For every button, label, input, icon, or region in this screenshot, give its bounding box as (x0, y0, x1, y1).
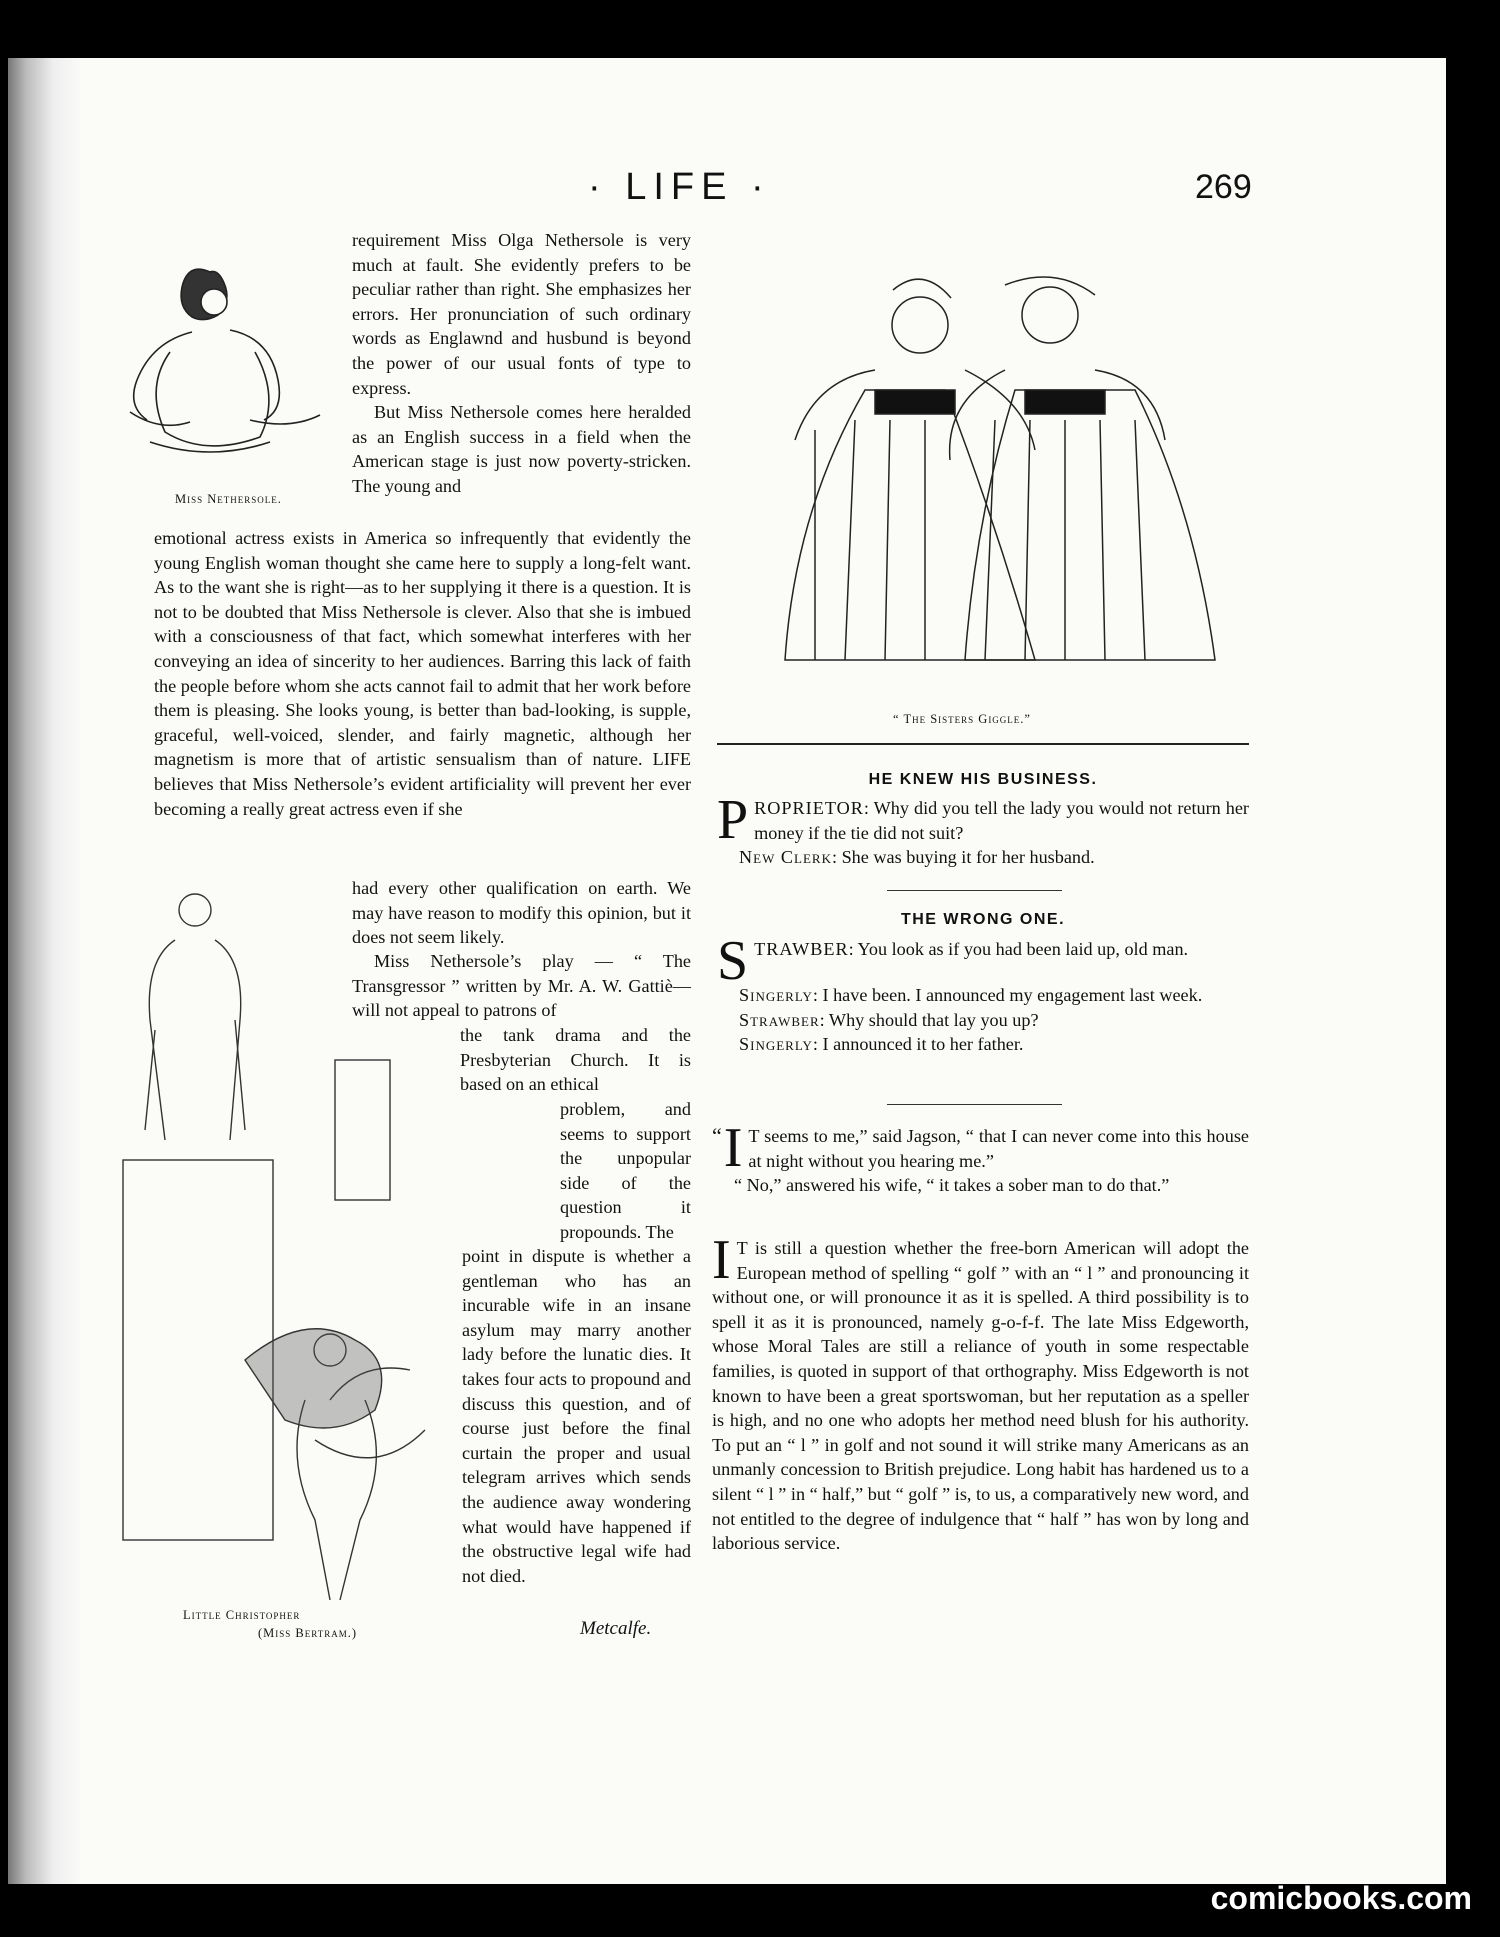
joke2-heading: THE WRONG ONE. (900, 911, 1066, 928)
golf-paragraph (712, 1229, 1249, 1556)
joke2-speaker4: Singerly (739, 1034, 813, 1055)
review-paragraph-1: requirement Miss Olga Nethersole is very much at fault. She evidently prefers to be peculiar rather than right. She emphasizes her errors. Her pronunciation of such ordinary words as Englawnd and husbund is beyond the power of our usual fonts of type to express. (352, 230, 691, 398)
christopher-caption-line1: Little Christopher (183, 1608, 301, 1622)
joke2-line2: : I have been. I announced my engagement last week. (812, 985, 1203, 1005)
joke1-dropcap: P (717, 789, 749, 851)
joke2-speaker1: TRAWBER (754, 939, 849, 959)
joke2-line4: : I announced it to her father. (812, 1034, 1024, 1055)
review-paragraph-3d: point in dispute is whether a gentleman who has an incurable wife in an insane asylum may marry another lady before the lunatic dies. It takes four acts to propound and discuss this question, and of course just before the final curtain the proper and usual telegram arrives which sends the audience away wondering what would have happened if the obstructive legal wife had not died. (462, 1246, 691, 1586)
christopher-caption-line2: (Miss Bertram.) (258, 1626, 357, 1640)
review-paragraph-3a: Miss Nethersole’s play — “ The Transgressor ” written by Mr. A. W. Gattiè—will not appeal to patrons of (352, 951, 691, 1021)
nethersole-caption: Miss Nethersole. (175, 492, 282, 506)
review-intro-block (352, 228, 691, 499)
nethersole-illustration (110, 232, 335, 482)
joke3-reply: “ No,” answered his wife, “ it takes a sober man to do that.” (734, 1175, 1170, 1196)
joke1-body (717, 789, 1249, 870)
page-number: 269 (1195, 168, 1252, 206)
little-christopher-illustration (115, 880, 455, 1605)
joke3-open-quote: “ (712, 1123, 722, 1148)
joke1-speaker1: ROPRIETOR (754, 798, 864, 818)
joke3-text: T seems to me,” said Jagson, “ that I can never come into this house at night without you hearing me.” (748, 1126, 1249, 1171)
joke3-body (712, 1117, 1249, 1198)
joke2-body (717, 930, 1249, 1057)
section-divider (717, 743, 1249, 745)
review-signature: Metcalfe. (580, 1618, 652, 1639)
review-paragraph-2-body: emotional actress exists in America so infrequently that evidently the young English woman thought she came here to supply a long-felt want. As to the want she is right—as to her supplying it there is a question. It is not to be doubted that Miss Nethersole is clever. Also that she is imbued with a consciousness of that fact, which somewhat interferes with her conveying an idea of sincerity to her audiences. Barring this lack of faith the people before whom she acts cannot fail to admit that her work before them is pleasing. She looks young, is better than bad-looking, is supple, graceful, well-voiced, slender, and fairly magnetic, although her magnetism is more that of artistic sensualism than of nature. LIFE believes that Miss Nethersole’s evident artificiality will prevent her ever becoming a really great actress even if she (154, 528, 691, 819)
joke2-speaker2: Singerly (739, 985, 813, 1005)
golf-dropcap: I (712, 1229, 731, 1291)
joke1-heading: HE KNEW HIS BUSINESS. (868, 771, 1098, 788)
joke2-line3: : Why should that lay you up? (819, 1009, 1039, 1030)
golf-text: T is still a question whether the free-born American will adopt the European method of spelling “ golf ” with an “ l ” and pronouncing it without one, or will pronounce it as it is spelled. A third possibility is to spell it as it is pronounced, namely g-o-f-f. The late Miss Edgeworth, whose Moral Tales are still a reliance of youth in some respectable families, is quoted in support of that orthography. Miss Edgeworth is not known to have been a great sportswoman, but her reputation as a speller is high, and no one who adopts her method need blush for his authority. To put an “ l ” in golf and not sound it will strike many Americans as an unmanly concession to British prejudice. Long habit has hardened us to a silent “ l ” in “ half,” but “ golf ” is, to us, a comparatively new word, and not entitled to the degree of indulgence that “ half ” has won by long and laborious service. (712, 1238, 1249, 1554)
running-title: · LIFE · (588, 166, 771, 208)
sisters-giggle-illustration (725, 230, 1230, 695)
site-watermark: comicbooks.com (1210, 1880, 1472, 1916)
joke1-speaker2: New Clerk (739, 847, 832, 868)
joke2-line1: : You look as if you had been laid up, old man. (848, 939, 1189, 959)
short-divider (887, 890, 1062, 891)
review-paragraph-3c: problem, and seems to support the unpopular side of the question it propounds. The (560, 1099, 691, 1242)
review-paragraph-2-start: But Miss Nethersole comes here heralded as an English success in a field when the American stage is just now poverty-stricken. The young and (352, 402, 691, 496)
joke1-line2: : She was buying it for her husband. (831, 847, 1095, 868)
review-paragraph-2-end: had every other qualification on earth. We may have reason to modify this opinion, but it does not seem likely. (352, 878, 691, 948)
joke1-line1: : Why did you tell the lady you would not return her money if the tie did not suit? (754, 798, 1249, 843)
joke2-speaker3: Strawber (739, 1009, 820, 1030)
short-divider (887, 1104, 1062, 1105)
sisters-caption: “ The Sisters Giggle.” (893, 712, 1031, 726)
review-paragraph-3b: the tank drama and the Presbyterian Church. It is based on an ethical (460, 1025, 691, 1095)
joke2-dropcap: S (717, 930, 749, 992)
page-gutter-shadow (8, 58, 82, 1884)
joke3-dropcap: I (723, 1117, 743, 1179)
